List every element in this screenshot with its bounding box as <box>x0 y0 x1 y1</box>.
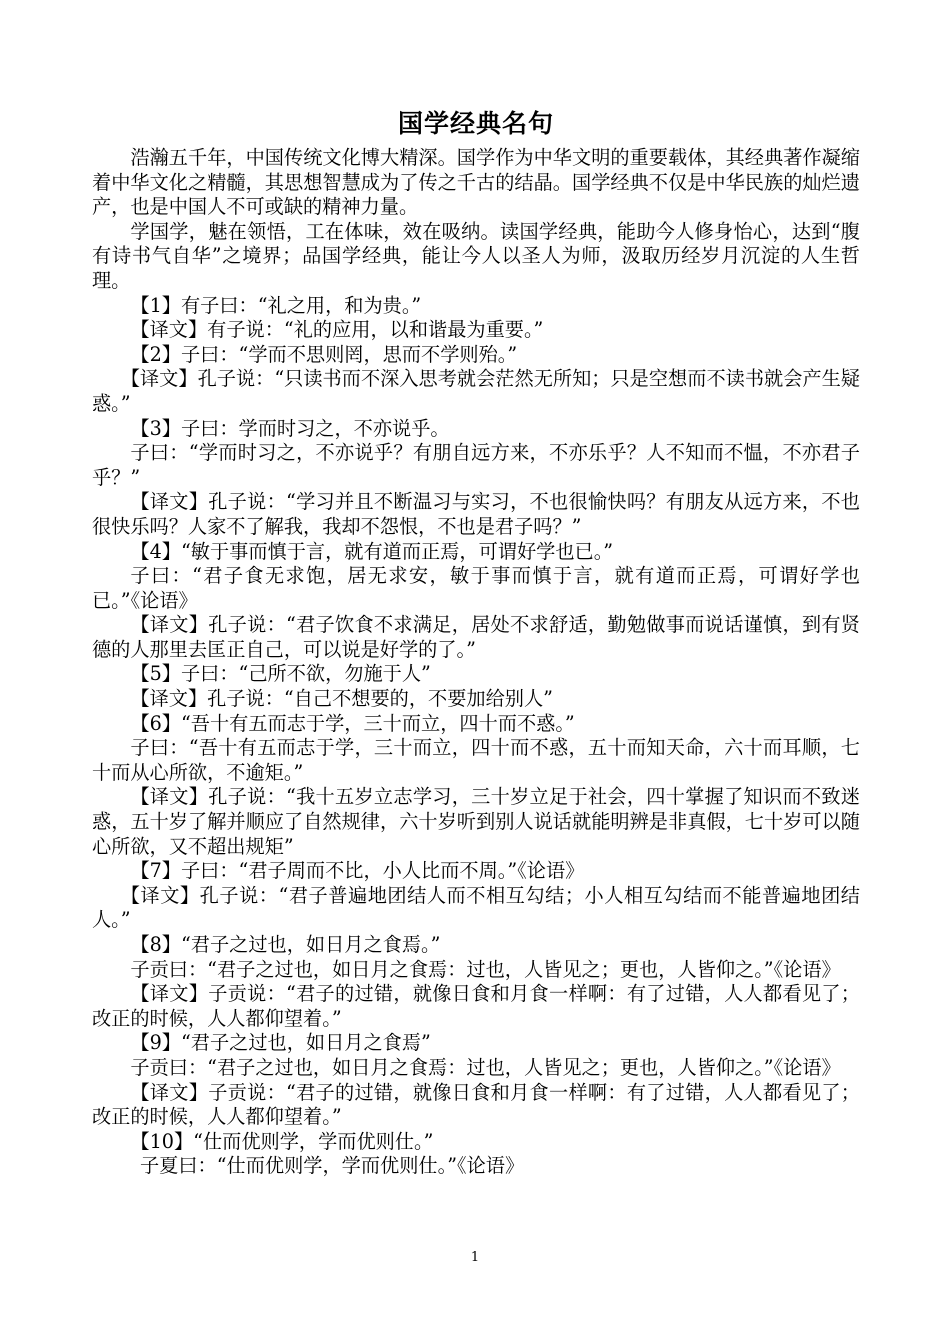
paragraph: 【6】“吾十有五而志于学，三十而立，四十而不惑。” <box>130 711 575 735</box>
paragraph: 【5】子曰：“己所不欲，勿施于人” <box>130 662 431 686</box>
paragraph: 【译文】孔子说：“只读书而不深入思考就会茫然无所知；只是空想而不读书就会产生疑惑。” <box>92 367 860 415</box>
page-number: 1 <box>470 1250 480 1265</box>
paragraph: 浩瀚五千年，中国传统文化博大精深。国学作为中华文明的重要载体，其经典著作凝缩着中华文化之精髓，其思想智慧成为了传之千古的结晶。国学经典不仅是中华民族的灿烂遗产，也是中国人不可或缺的精神力量。 <box>92 146 860 219</box>
paragraph: 【4】“敏于事而慎于言，就有道而正焉，可谓好学也已。” <box>130 539 614 563</box>
paragraph: 【3】子曰：学而时习之，不亦说乎。 <box>130 416 450 440</box>
paragraph: 【9】“君子之过也，如日月之食焉” <box>130 1031 431 1055</box>
document-body <box>92 146 860 1179</box>
paragraph: 子贡曰：“君子之过也，如日月之食焉：过也，人皆见之；更也，人皆仰之。”《论语》 <box>130 1055 841 1079</box>
paragraph: 【7】子曰：“君子周而不比，小人比而不周。”《论语》 <box>130 859 585 883</box>
paragraph: 【10】“仕而优则学，学而优则仕。” <box>130 1129 434 1153</box>
paragraph: 子曰：“吾十有五而志于学，三十而立，四十而不惑，五十而知天命，六十而耳顺，七十而从心所欲，不逾矩。” <box>92 736 860 784</box>
paragraph: 【译文】孔子说：“学习并且不断温习与实习，不也很愉快吗？有朋友从远方来，不也很快乐吗？人家不了解我，我却不怨恨，不也是君子吗？” <box>92 490 860 538</box>
document-page <box>92 102 860 1179</box>
paragraph: 学国学，魅在领悟，工在体味，效在吸纳。读国学经典，能助今人修身怡心，达到“腹有诗书气自华”之境界；品国学经典，能让今人以圣人为师，汲取历经岁月沉淀的人生哲理。 <box>92 219 860 292</box>
paragraph: 【译文】孔子说：“君子饮食不求满足，居处不求舒适，勤勉做事而说话谨慎，到有贤德的人那里去匡正自己，可以说是好学的了。” <box>92 613 860 661</box>
paragraph: 【译文】孔子说：“我十五岁立志学习，三十岁立足于社会，四十掌握了知识而不致迷惑，五十岁了解并顺应了自然规律，六十岁听到别人说话就能明辨是非真假，七十岁可以随心所欲，又不超出规矩” <box>92 785 860 858</box>
document-title: 国学经典名句 <box>397 109 554 138</box>
paragraph: 【译文】孔子说：“自己不想要的，不要加给别人” <box>130 687 553 711</box>
paragraph: 【译文】有子说：“礼的应用，以和谐最为重要。” <box>130 318 544 342</box>
paragraph: 子曰：“君子食无求饱，居无求安，敏于事而慎于言，就有道而正焉，可谓好学也已。”《论语》 <box>92 564 860 612</box>
paragraph: 【译文】子贡说：“君子的过错，就像日食和月食一样啊：有了过错，人人都看见了；改正的时候，人人都仰望着。” <box>92 982 860 1030</box>
paragraph: 子曰：“学而时习之，不亦说乎？有朋自远方来，不亦乐乎？人不知而不愠，不亦君子乎？” <box>92 441 860 489</box>
paragraph: 【2】子曰：“学而不思则罔，思而不学则殆。” <box>130 342 518 366</box>
paragraph: 【译文】孔子说：“君子普遍地团结人而不相互勾结；小人相互勾结而不能普遍地团结人。” <box>92 883 860 932</box>
paragraph: 【8】“君子之过也，如日月之食焉。” <box>130 933 441 956</box>
paragraph: 【译文】子贡说：“君子的过错，就像日食和月食一样啊：有了过错，人人都看见了；改正的时候，人人都仰望着。” <box>92 1080 860 1129</box>
paragraph: 子夏曰：“仕而优则学，学而优则仕。”《论语》 <box>140 1154 525 1178</box>
paragraph: 子贡曰：“君子之过也，如日月之食焉：过也，人皆见之；更也，人皆仰之。”《论语》 <box>130 957 841 981</box>
paragraph: 【1】有子曰：“礼之用，和为贵。” <box>130 293 422 317</box>
